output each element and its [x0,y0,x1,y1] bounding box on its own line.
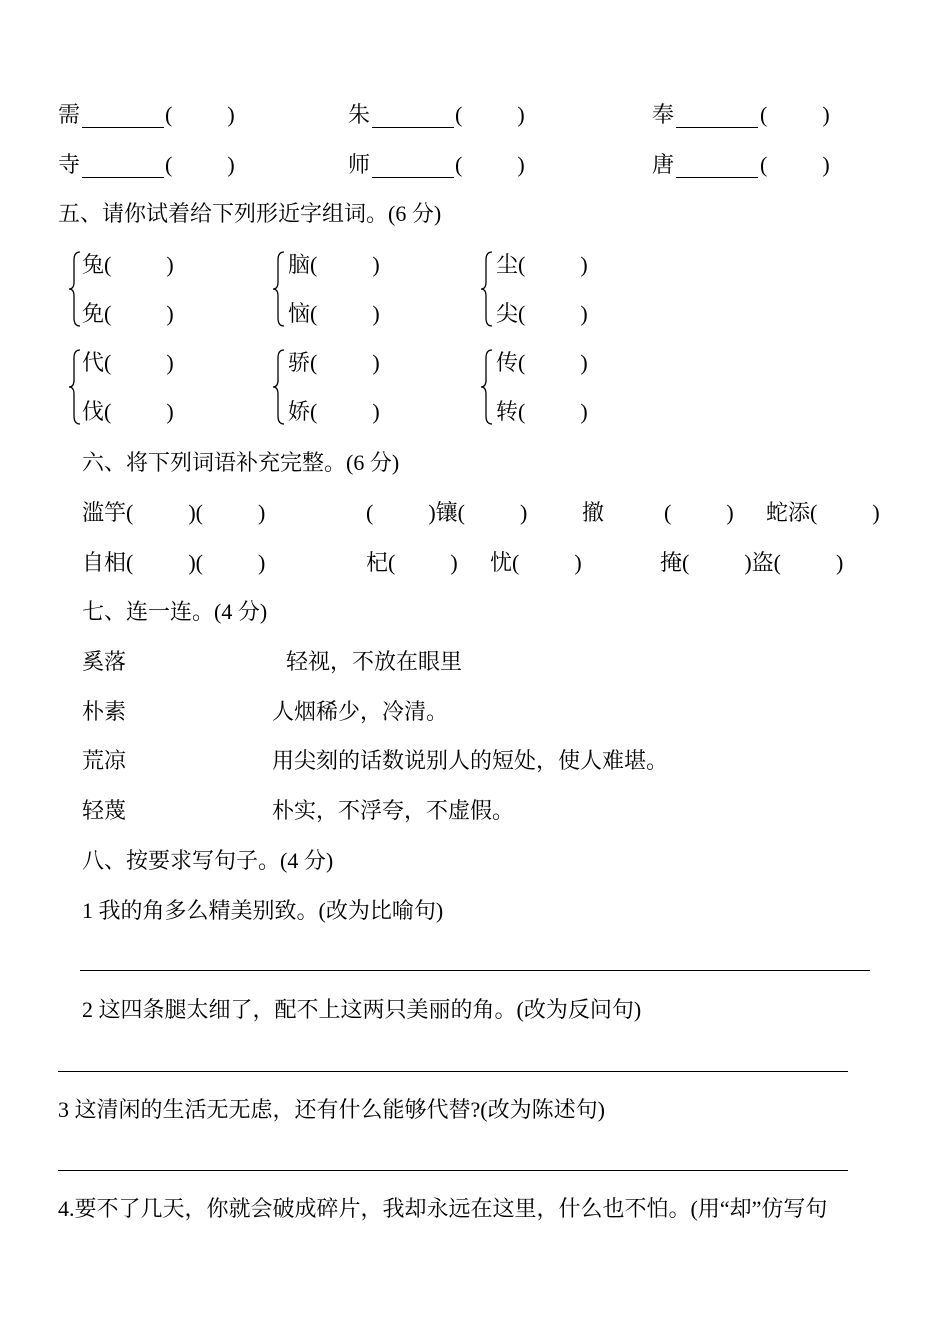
answer-blank[interactable] [676,177,758,178]
word-char: 寺 [58,152,81,177]
section-title-8: 八、按要求写句子。(4 分) [82,848,334,873]
answer-blank[interactable] [82,127,164,128]
similar-char-item[interactable]: 兔( ) [82,252,174,277]
question-4: 4.要不了几天，你就会破成碎片，我却永远在这里，什么也不怕。(用“却”仿写句 [58,1196,828,1221]
match-word[interactable]: 朴素 [82,699,127,724]
idiom-item[interactable]: 滥竽( )( ) [82,500,266,525]
pinyin-blank[interactable]: ( ) [455,102,525,127]
idiom-item[interactable]: 掩( )盗( ) [660,550,844,575]
word-char: 师 [348,152,371,177]
section-title-6: 六、将下列词语补充完整。(6 分) [82,450,400,475]
match-meaning[interactable]: 人烟稀少，冷清。 [272,699,449,724]
match-word[interactable]: 奚落 [82,649,127,674]
similar-char-item[interactable]: 尖( ) [496,301,588,326]
idiom-item[interactable]: ( ) [664,500,734,525]
idiom-item[interactable]: ( )镶( ) [366,500,528,525]
pinyin-blank[interactable]: ( ) [165,152,235,177]
answer-line[interactable] [58,1071,848,1072]
section-title-7: 七、连一连。(4 分) [82,599,268,624]
idiom-item[interactable]: 自相( )( ) [82,550,266,575]
idiom-item[interactable]: 撤 [582,500,605,525]
brace-icon [68,348,82,426]
word-char: 唐 [652,152,675,177]
answer-line[interactable] [80,970,870,971]
section-title-5: 五、请你试着给下列形近字组词。(6 分) [58,201,442,226]
brace-icon [68,250,82,328]
match-meaning[interactable]: 用尖刻的话数说别人的短处，使人难堪。 [272,748,669,773]
match-word[interactable]: 轻蔑 [82,798,127,823]
match-meaning[interactable]: 朴实，不浮夸，不虚假。 [272,798,515,823]
brace-icon [480,250,494,328]
pinyin-blank[interactable]: ( ) [760,152,830,177]
brace-icon [480,348,494,426]
match-word[interactable]: 荒凉 [82,748,127,773]
question-3: 3 这清闲的生活无无虑，还有什么能够代替?(改为陈述句) [58,1097,605,1122]
pinyin-blank[interactable]: ( ) [455,152,525,177]
answer-blank[interactable] [676,127,758,128]
similar-char-item[interactable]: 代( ) [82,350,174,375]
answer-blank[interactable] [372,127,454,128]
similar-char-item[interactable]: 转( ) [496,399,588,424]
idiom-item[interactable]: 蛇添( ) [766,500,880,525]
similar-char-item[interactable]: 骄( ) [288,350,380,375]
match-meaning[interactable]: 轻视，不放在眼里 [286,649,463,674]
question-2: 2 这四条腿太细了，配不上这两只美丽的角。(改为反问句) [82,997,642,1022]
brace-icon [272,348,286,426]
similar-char-item[interactable]: 恼( ) [288,301,380,326]
brace-icon [272,250,286,328]
pinyin-blank[interactable]: ( ) [760,102,830,127]
similar-char-item[interactable]: 传( ) [496,350,588,375]
similar-char-item[interactable]: 脑( ) [288,252,380,277]
similar-char-item[interactable]: 伐( ) [82,399,174,424]
word-char: 奉 [652,102,675,127]
similar-char-item[interactable]: 免( ) [82,301,174,326]
similar-char-item[interactable]: 尘( ) [496,252,588,277]
word-char: 朱 [348,102,371,127]
idiom-item[interactable]: 忧( ) [490,550,582,575]
answer-blank[interactable] [372,177,454,178]
answer-blank[interactable] [82,177,164,178]
word-char: 需 [58,102,81,127]
pinyin-blank[interactable]: ( ) [165,102,235,127]
similar-char-item[interactable]: 娇( ) [288,399,380,424]
idiom-item[interactable]: 杞( ) [366,550,458,575]
answer-line[interactable] [58,1170,848,1171]
question-1: 1 我的角多么精美别致。(改为比喻句) [82,898,444,923]
